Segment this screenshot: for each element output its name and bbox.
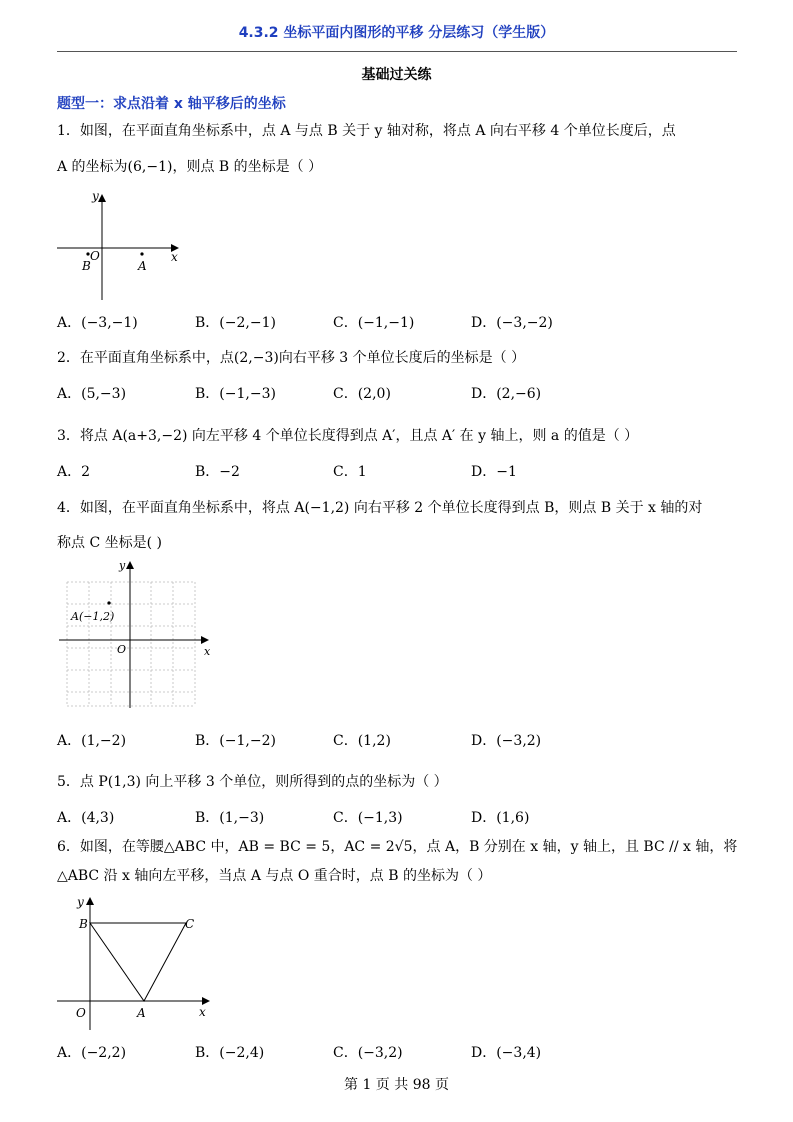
- x-axis-arrow: [202, 997, 210, 1005]
- x-label: x: [171, 250, 178, 264]
- q6-figure: [55, 892, 220, 1032]
- q3-option-a: A．2: [57, 464, 91, 480]
- q1-figure: [55, 188, 185, 303]
- q4-figure: [55, 556, 215, 716]
- origin-label: O: [90, 249, 100, 263]
- y-label: y: [77, 895, 84, 909]
- q4-line-1: 4．如图，在平面直角坐标系中，将点 A(−1,2) 向右平移 2 个单位长度得到点 B，则点 B 关于 x 轴的对: [57, 500, 703, 516]
- grid-lines: [67, 582, 195, 706]
- y-label: y: [92, 189, 99, 203]
- x-label: x: [204, 645, 211, 658]
- q1-option-c: C．(−1,−1): [333, 315, 415, 331]
- q3-option-d: D．−1: [471, 464, 517, 480]
- origin-label: O: [117, 643, 127, 656]
- q6-option-c: C．(−3,2): [333, 1045, 403, 1061]
- q6-option-a: A．(−2,2): [57, 1045, 127, 1061]
- q2-option-b: B．(−1,−3): [195, 386, 276, 402]
- point-a-label: A(−1,2): [71, 610, 115, 623]
- y-axis-arrow: [98, 194, 106, 202]
- q2-line-1: 2．在平面直角坐标系中，点(2,−3)向右平移 3 个单位长度后的坐标是（ ）: [57, 350, 526, 366]
- point-b-label: B: [79, 917, 88, 931]
- q3-line-1: 3．将点 A(a+3,−2) 向左平移 4 个单位长度得到点 A′，且点 A′ 在 y 轴上，则 a 的值是（ ）: [57, 428, 639, 444]
- y-axis-arrow: [86, 897, 94, 905]
- q2-option-d: D．(2,−6): [471, 386, 542, 402]
- question-type-title: 题型一：求点沿着 x 轴平移后的坐标: [57, 96, 286, 112]
- page-footer: 第 1 页 共 98 页: [344, 1077, 449, 1093]
- q4-line-2: 称点 C 坐标是( ): [57, 535, 162, 551]
- point-a-label: A: [137, 1006, 146, 1020]
- point-a-label: A: [138, 259, 147, 273]
- q6-line-1: 6．如图，在等腰△ABC 中，AB = BC = 5，AC = 2√5，点 A，B 分别在 x 轴，y 轴上，且 BC // x 轴，将: [57, 839, 738, 855]
- q1-option-b: B．(−2,−1): [195, 315, 276, 331]
- q2-option-a: A．(5,−3): [57, 386, 127, 402]
- q1-line-1: 1．如图，在平面直角坐标系中，点 A 与点 B 关于 y 轴对称，将点 A 向右平移 4 个单位长度后，点: [57, 123, 676, 139]
- document-header: 4.3.2 坐标平面内图形的平移 分层练习（学生版）: [238, 25, 555, 41]
- q4-option-a: A．(1,−2): [57, 733, 127, 749]
- section-title: 基础过关练: [361, 67, 432, 83]
- q5-option-d: D．(1,6): [471, 810, 530, 826]
- q4-option-c: C．(1,2): [333, 733, 391, 749]
- q6-option-d: D．(−3,4): [471, 1045, 542, 1061]
- x-label: x: [199, 1005, 206, 1019]
- point-b: [86, 252, 89, 255]
- q6-option-b: B．(−2,4): [195, 1045, 265, 1061]
- q3-option-b: B．−2: [195, 464, 240, 480]
- point-b-label: B: [82, 259, 91, 273]
- point-a: [140, 252, 143, 255]
- q5-line-1: 5．点 P(1,3) 向上平移 3 个单位，则所得到的点的坐标为（ ）: [57, 774, 448, 790]
- point-c-label: C: [185, 917, 195, 931]
- q1-option-a: A．(−3,−1): [57, 315, 138, 331]
- triangle-abc: [90, 923, 186, 1001]
- x-axis-arrow: [201, 636, 209, 644]
- q1-option-d: D．(−3,−2): [471, 315, 553, 331]
- q5-option-c: C．(−1,3): [333, 810, 403, 826]
- q3-option-c: C．1: [333, 464, 367, 480]
- q2-option-c: C．(2,0): [333, 386, 391, 402]
- y-label: y: [119, 559, 126, 572]
- q4-option-d: D．(−3,2): [471, 733, 542, 749]
- origin-label: O: [76, 1006, 86, 1020]
- q1-line-2: A 的坐标为(6,−1)，则点 B 的坐标是（ ）: [57, 159, 323, 175]
- q6-line-2: △ABC 沿 x 轴向左平移，当点 A 与点 O 重合时，点 B 的坐标为（ ）: [57, 868, 492, 884]
- q5-option-b: B．(1,−3): [195, 810, 265, 826]
- header-divider: [57, 51, 737, 52]
- q5-option-a: A．(4,3): [57, 810, 115, 826]
- q4-option-b: B．(−1,−2): [195, 733, 276, 749]
- point-a: [107, 601, 110, 604]
- y-axis-arrow: [126, 561, 134, 569]
